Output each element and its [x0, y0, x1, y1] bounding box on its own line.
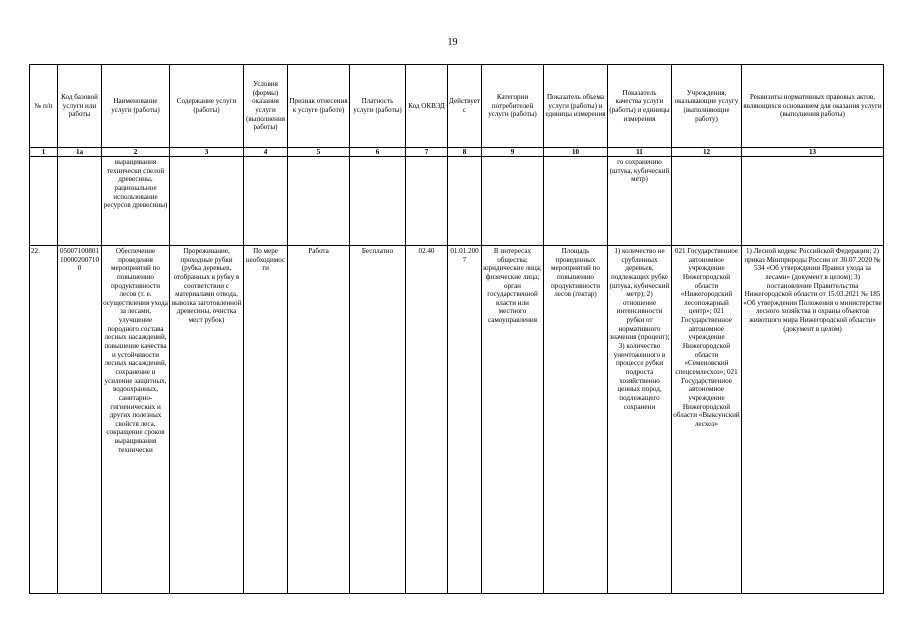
table-cell [742, 157, 884, 246]
header-row [30, 65, 884, 148]
okved-code: 02.40 [406, 246, 448, 594]
column-number: 1а [58, 148, 102, 157]
institutions: 021 Государственное автономное учреждение Нижегородской области «Нижегородский лесопожарный центр»; 021 Государственное автономное учреждение Нижегородской области «Семеновский спецсемлесхоз»; 021 Государственное автономное учреждение Нижегородской области «Выксунский лесхоз» [672, 246, 742, 594]
row-number: 22. [30, 246, 58, 594]
effective-date: 01.01.2007 [448, 246, 482, 594]
column-number: 12 [672, 148, 742, 157]
column-number: 9 [482, 148, 544, 157]
column-number: 4 [244, 148, 288, 157]
header-cell: Платность услуги (работы) [350, 65, 406, 148]
page-number: 19 [447, 37, 458, 48]
table-cell [406, 157, 448, 246]
header-cell: Код ОКВЭД [406, 65, 448, 148]
service-conditions: По мере необходимости [244, 246, 288, 594]
service-content: Прореживание, проходные рубки (рубка деревьев, отобранных в рубку в соответствии с материалами отвода, вывозка заготовленной древесины, очистка мест рубок) [170, 246, 244, 594]
header-cell: Реквизиты нормативных правовых актов, являющихся основанием для оказания услуги (выполнения работы) [742, 65, 884, 148]
header-cell: Код базовой услуги или работы [58, 65, 102, 148]
table-cell [350, 157, 406, 246]
table-cell [544, 157, 608, 246]
header-cell: Показатель качества услуги (работы) и единицы измерения [608, 65, 672, 148]
column-number: 2 [102, 148, 170, 157]
quality-indicator: 1) количество не срубленных деревьев, подлежащих рубке (штука, кубический метр); 2) отношение интенсивности рубки от нормативного значения (процент); 3) количество уничтоженного в процессе рубки подроста хозяйственно ценных пород, подлежащего сохранени [608, 246, 672, 594]
header-cell: Наименование услуги (работы) [102, 65, 170, 148]
consumer-categories: В интересах общества; юридические лица; физические лица; орган государственной власти или местного самоуправления [482, 246, 544, 594]
column-number: 10 [544, 148, 608, 157]
header-cell: Содержание услуги (работы) [170, 65, 244, 148]
column-number: 6 [350, 148, 406, 157]
table-cell [448, 157, 482, 246]
service-code: 0500710080110000200710 0 [58, 246, 102, 594]
table-cell [288, 157, 350, 246]
table-cell [244, 157, 288, 246]
column-number: 7 [406, 148, 448, 157]
services-table [29, 64, 884, 594]
header-cell: Показатель объема услуги (работы) и единицы измерения [544, 65, 608, 148]
header-cell: Действует с [448, 65, 482, 148]
column-number: 3 [170, 148, 244, 157]
header-cell: Условия (формы) оказания услуги (выполнения работы) [244, 65, 288, 148]
service-attribute: Работа [288, 246, 350, 594]
column-number: 1 [30, 148, 58, 157]
column-number-row [30, 148, 884, 157]
header-cell: Признак отнесения к услуге (работе) [288, 65, 350, 148]
continuation-row [30, 157, 884, 246]
table-cell [672, 157, 742, 246]
volume-indicator: Площадь проведенных мероприятий по повышению продуктивности лесов (гектар) [544, 246, 608, 594]
service-payment: Бесплатно [350, 246, 406, 594]
service-name: Обеспечение проведения мероприятий по повышению продуктивности лесов (т. е. осуществления ухода за лесами, улучшение породного состава лесных насаждений, повышение качества и устойчивости лесных насаждений, сохранение и усиление защитных, водоохранных, санитарно-гигиенических и других полезных свойств леса, сокращение сроков выращивания технически [102, 246, 170, 594]
column-number: 11 [608, 148, 672, 157]
column-number: 5 [288, 148, 350, 157]
header-cell: Категории потребителей услуги (работы) [482, 65, 544, 148]
column-number: 13 [742, 148, 884, 157]
table-row [30, 246, 884, 594]
table-cell [170, 157, 244, 246]
quality-indicator-continued: го сохранению (штука, кубический метр) [608, 157, 672, 246]
service-name-continued: выращивания технически спелой древесины, рациональное использование ресурсов древесины) [102, 157, 170, 246]
table-cell [482, 157, 544, 246]
header-cell: Учреждения, оказывающие услугу (выполняющие работу) [672, 65, 742, 148]
legal-acts: 1) Лесной кодекс Российской Федерации; 2) приказ Минприроды России от 30.07.2020 № 534 «Об утверждении Правил ухода за лесами» (документ в целом); 3) постановление Правительства Нижегородской области от 15.03.2021 № 185 «Об утверждении Положения о министерстве лесного хозяйства и охраны объектов животного мира Нижегородской области» (документ в целом) [742, 246, 884, 594]
table-cell [58, 157, 102, 246]
header-cell: № п/п [30, 65, 58, 148]
column-number: 8 [448, 148, 482, 157]
table-cell [30, 157, 58, 246]
